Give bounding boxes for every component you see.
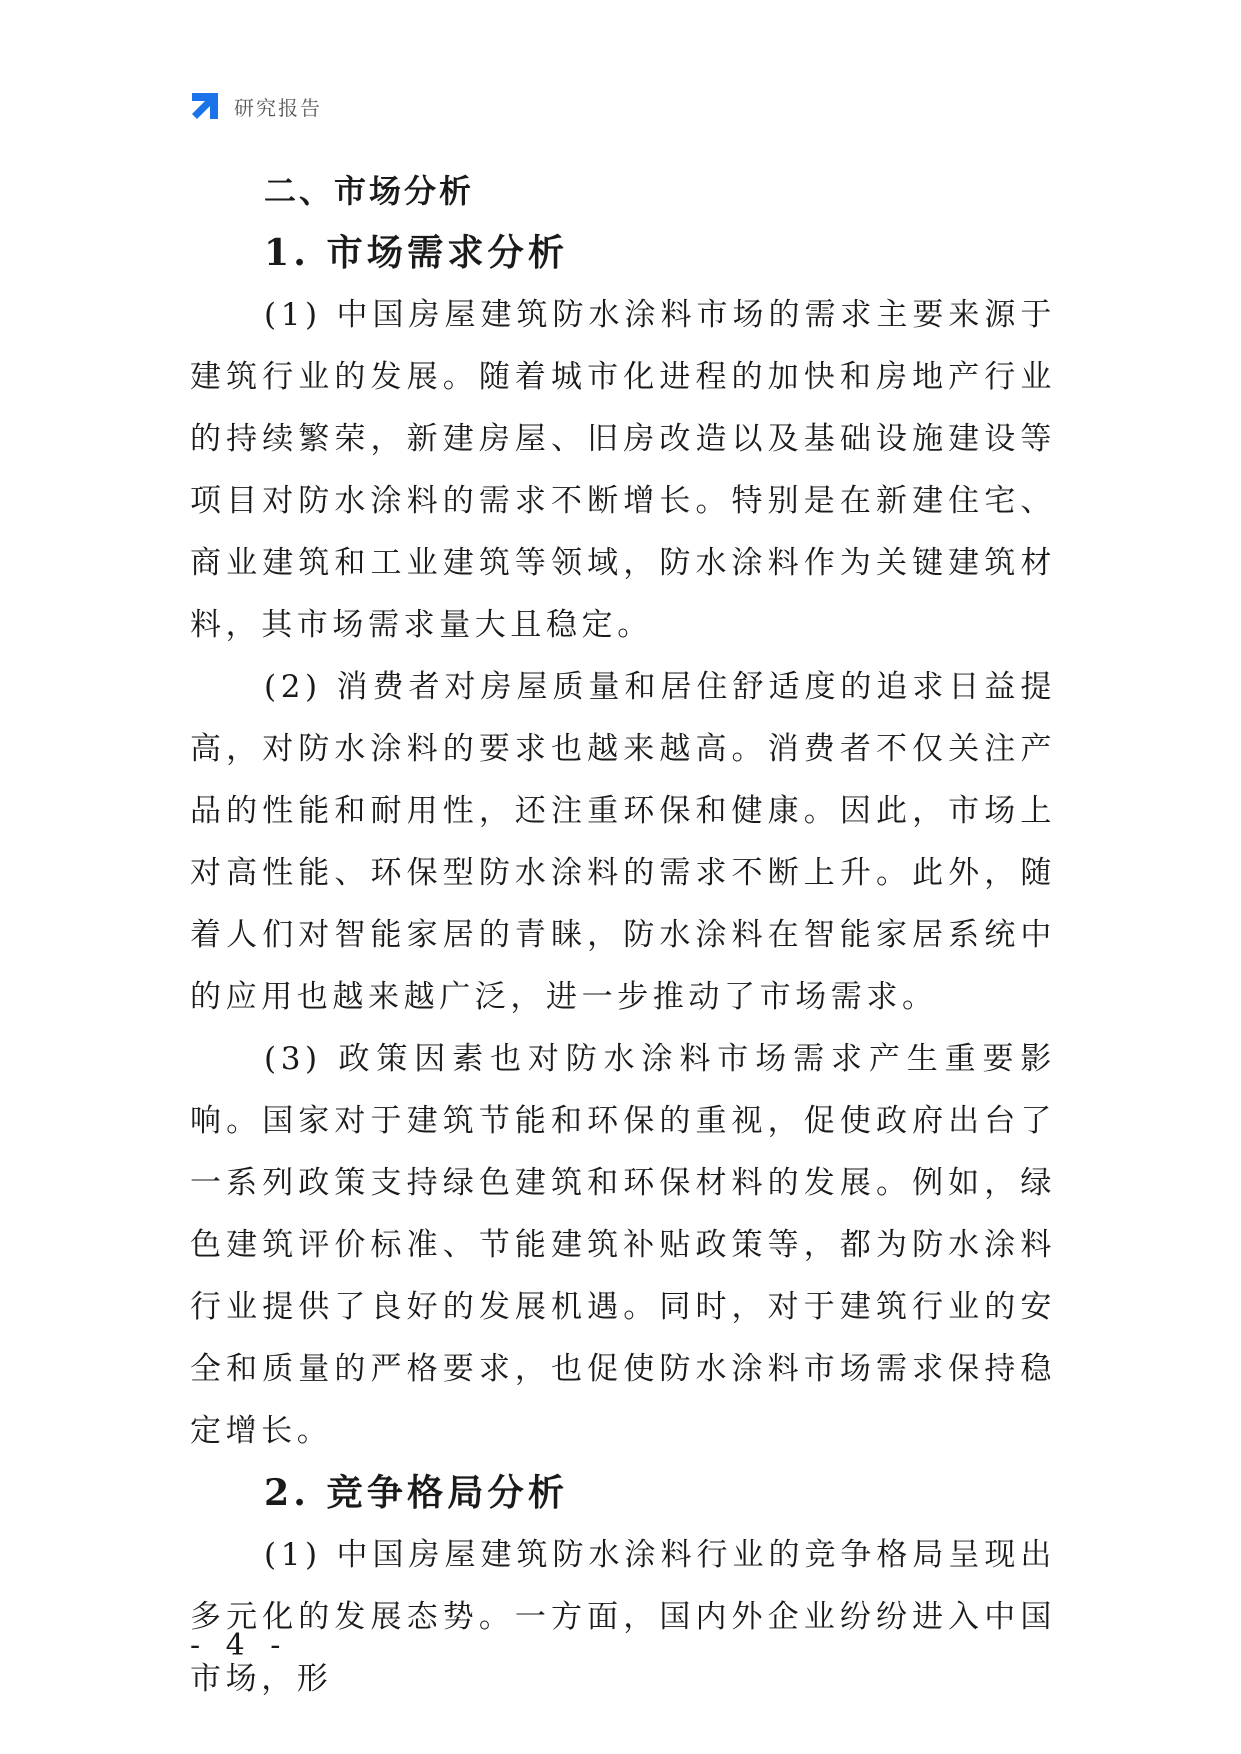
report-header <box>188 88 322 124</box>
paragraph-demand-1: (1) 中国房屋建筑防水涂料市场的需求主要来源于建筑行业的发展。随着城市化进程的加快和房地产行业的持续繁荣，新建房屋、旧房改造以及基础设施建设等项目对防水涂料的需求不断增长。特别是在新建住宅、商业建筑和工业建筑等领域，防水涂料作为关键建筑材料，其市场需求量大且稳定。 <box>190 297 1056 643</box>
paragraph-competition-1: (1) 中国房屋建筑防水涂料行业的竞争格局呈现出多元化的发展态势。一方面，国内外企业纷纷进入中国市场，形 <box>190 1537 1056 1697</box>
page-number: - 4 - <box>190 1628 289 1663</box>
subsection-title-competition: 2. 竞争格局分析 <box>264 1471 569 1514</box>
section-title: 二、市场分析 <box>264 172 475 210</box>
subsection-title-demand: 1. 市场需求分析 <box>264 231 569 274</box>
paragraph-demand-3: (3) 政策因素也对防水涂料市场需求产生重要影响。国家对于建筑节能和环保的重视，促使政府出台了一系列政策支持绿色建筑和环保材料的发展。例如，绿色建筑评价标准、节能建筑补贴政策等，都为防水涂料行业提供了良好的发展机遇。同时，对于建筑行业的安全和质量的严格要求，也促使防水涂料市场需求保持稳定增长。 <box>190 1041 1056 1449</box>
document-body <box>190 160 1056 1710</box>
header-title: 研究报告 <box>234 95 322 120</box>
paragraph-demand-2: (2) 消费者对房屋质量和居住舒适度的追求日益提高，对防水涂料的要求也越来越高。消费者不仅关注产品的性能和耐用性，还注重环保和健康。因此，市场上对高性能、环保型防水涂料的需求不断上升。此外，随着人们对智能家居的青睐，防水涂料在智能家居系统中的应用也越来越广泛，进一步推动了市场需求。 <box>190 669 1056 1015</box>
arrow-logo-icon <box>188 89 222 123</box>
